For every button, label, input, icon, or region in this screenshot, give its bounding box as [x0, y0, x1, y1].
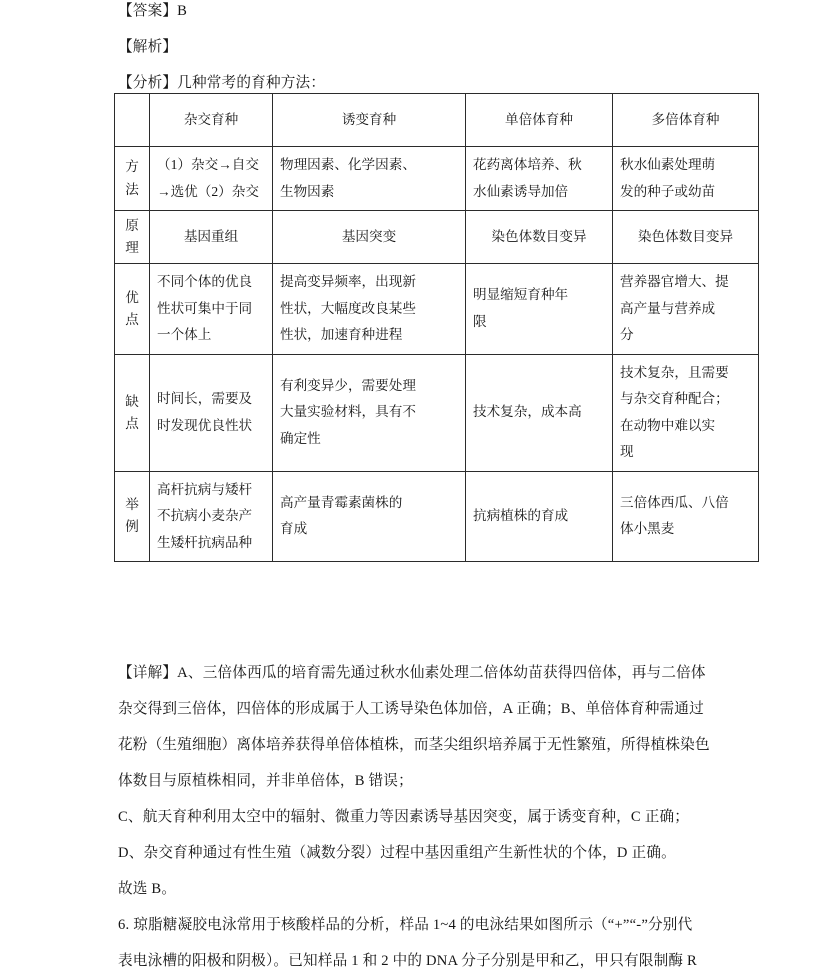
- table-row-label: 缺 点: [115, 354, 150, 471]
- table-row: [115, 264, 759, 355]
- table-cell: 时间长，需要及 时发现优良性状: [150, 354, 273, 471]
- explanation-line: 【详解】A、三倍体西瓜的培育需先通过秋水仙素处理二倍体幼苗获得四倍体，再与二倍体: [118, 665, 706, 681]
- breeding-methods-table: [114, 93, 759, 562]
- table-cell: （1）杂交→自交 →选优（2）杂交: [150, 147, 273, 211]
- table-cell: 营养器官增大、提 高产量与营养成 分: [613, 264, 759, 355]
- table-header-cell-3: 单倍体育种: [466, 94, 613, 147]
- table-cell: 高杆抗病与矮杆 不抗病小麦杂产 生矮杆抗病品种: [150, 471, 273, 562]
- explanation-line: 花粉（生殖细胞）离体培养获得单倍体植株，而茎尖组织培养属于无性繁殖，所得植株染色: [118, 737, 710, 753]
- table-cell: 高产量青霉素菌株的 育成: [273, 471, 466, 562]
- table-cell: 提高变异频率，出现新 性状，大幅度改良某些 性状，加速育种进程: [273, 264, 466, 355]
- table-cell: 基因重组: [150, 211, 273, 264]
- table-row: [115, 354, 759, 471]
- next-question-line: 表电泳槽的阳极和阴极）。已知样品 1 和 2 中的 DNA 分子分别是甲和乙，甲只有限制酶 R: [118, 953, 697, 969]
- table-cell: 技术复杂，成本高: [466, 354, 613, 471]
- analysis-label: 【解析】: [118, 39, 178, 55]
- table-cell: 三倍体西瓜、八倍 体小黑麦: [613, 471, 759, 562]
- table-row-label: 方 法: [115, 147, 150, 211]
- next-question-line: 6. 琼脂糖凝胶电泳常用于核酸样品的分析，样品 1~4 的电泳结果如图所示（“+”“-”分别代: [118, 917, 693, 933]
- table-row: [115, 471, 759, 562]
- table-cell: 基因突变: [273, 211, 466, 264]
- explanation-line: C、航天育种利用太空中的辐射、微重力等因素诱导基因突变，属于诱变育种，C 正确；: [118, 809, 690, 825]
- explanation-line: 杂交得到三倍体，四倍体的形成属于人工诱导染色体加倍，A 正确；B、单倍体育种需通过: [118, 701, 704, 717]
- explanation-line: 体数目与原植株相同，并非单倍体，B 错误；: [118, 773, 413, 789]
- table-cell: 秋水仙素处理萌 发的种子或幼苗: [613, 147, 759, 211]
- table-cell: 花药离体培养、秋 水仙素诱导加倍: [466, 147, 613, 211]
- table-header-cell-1: 杂交育种: [150, 94, 273, 147]
- table-cell: 技术复杂，且需要 与杂交育种配合； 在动物中难以实 现: [613, 354, 759, 471]
- table-header-cell-0: [115, 94, 150, 147]
- table-row: [115, 211, 759, 264]
- table-row-label: 优 点: [115, 264, 150, 355]
- answer-line: 【答案】B: [118, 3, 188, 19]
- table-cell: 明显缩短育种年 限: [466, 264, 613, 355]
- explanation-line: D、杂交育种通过有性生殖（减数分裂）过程中基因重组产生新性状的个体，D 正确。: [118, 845, 676, 861]
- table-row-label: 举 例: [115, 471, 150, 562]
- analysis-intro: 【分析】几种常考的育种方法：: [118, 75, 326, 91]
- table-cell: 染色体数目变异: [466, 211, 613, 264]
- table-header-row: [115, 94, 759, 147]
- table-cell: 不同个体的优良 性状可集中于同 一个体上: [150, 264, 273, 355]
- table-cell: 染色体数目变异: [613, 211, 759, 264]
- table-header-cell-2: 诱变育种: [273, 94, 466, 147]
- table-header-cell-4: 多倍体育种: [613, 94, 759, 147]
- table-cell: 有利变异少，需要处理 大量实验材料，具有不 确定性: [273, 354, 466, 471]
- table-row: [115, 147, 759, 211]
- table-cell: 物理因素、化学因素、 生物因素: [273, 147, 466, 211]
- explanation-line: 故选 B。: [118, 881, 177, 897]
- table-row-label: 原 理: [115, 211, 150, 264]
- table-cell: 抗病植株的育成: [466, 471, 613, 562]
